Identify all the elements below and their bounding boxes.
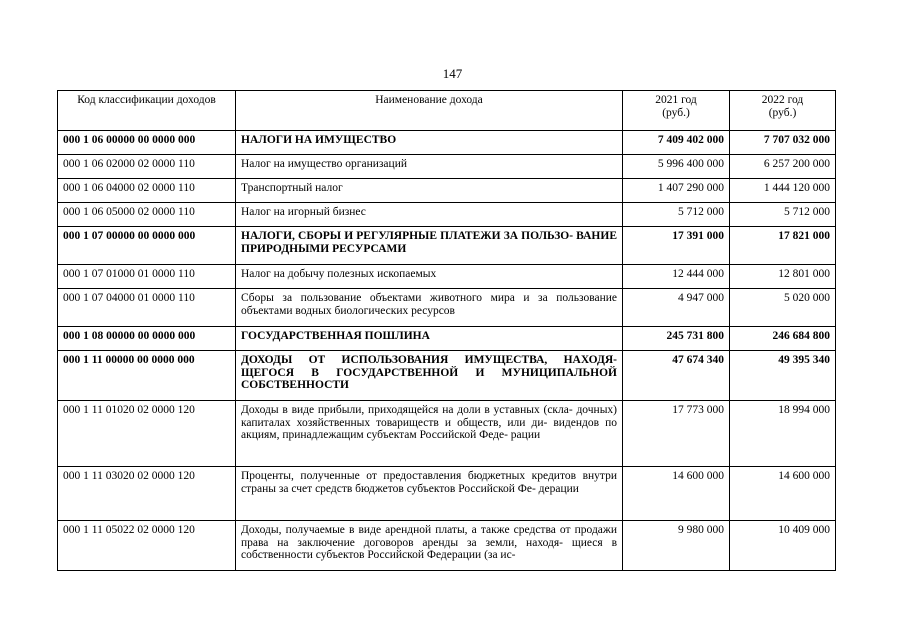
- revenue-table: [57, 90, 836, 571]
- row-name: НАЛОГИ НА ИМУЩЕСТВО: [236, 131, 623, 155]
- table-row: [58, 227, 836, 265]
- row-value-2022: 6 257 200 000: [730, 155, 836, 179]
- table-row: [58, 289, 836, 327]
- row-value-2022: 5 712 000: [730, 203, 836, 227]
- row-value-2022: 1 444 120 000: [730, 179, 836, 203]
- row-name: Проценты, полученные от предоставления бюджетных кредитов внутри страны за счет средств бюджетов субъектов Российской Фе- дерации: [236, 467, 623, 521]
- row-value-2021: 12 444 000: [623, 265, 730, 289]
- row-code: 000 1 11 01020 02 0000 120: [58, 401, 236, 467]
- row-code: 000 1 06 04000 02 0000 110: [58, 179, 236, 203]
- row-code: 000 1 06 05000 02 0000 110: [58, 203, 236, 227]
- row-value-2021: 5 996 400 000: [623, 155, 730, 179]
- row-value-2021: 245 731 800: [623, 327, 730, 351]
- row-code: 000 1 11 05022 02 0000 120: [58, 521, 236, 571]
- row-name: Налог на имущество организаций: [236, 155, 623, 179]
- row-value-2022: 246 684 800: [730, 327, 836, 351]
- row-value-2021: 17 773 000: [623, 401, 730, 467]
- row-code: 000 1 11 03020 02 0000 120: [58, 467, 236, 521]
- table-row: [58, 203, 836, 227]
- row-value-2022: 14 600 000: [730, 467, 836, 521]
- row-value-2021: 7 409 402 000: [623, 131, 730, 155]
- table-row: [58, 521, 836, 571]
- row-name: ДОХОДЫ ОТ ИСПОЛЬЗОВАНИЯ ИМУЩЕСТВА, НАХОДЯ- ЩЕГОСЯ В ГОСУДАРСТВЕННОЙ И МУНИЦИПАЛЬНОЙ СОБСТВЕННОСТИ: [236, 351, 623, 401]
- row-value-2021: 9 980 000: [623, 521, 730, 571]
- row-code: 000 1 08 00000 00 0000 000: [58, 327, 236, 351]
- table-row: [58, 265, 836, 289]
- table-row: [58, 351, 836, 401]
- table-row: [58, 179, 836, 203]
- table-row: [58, 401, 836, 467]
- table-body: [58, 131, 836, 571]
- row-code: 000 1 07 01000 01 0000 110: [58, 265, 236, 289]
- page-number: 147: [442, 66, 463, 81]
- table-header-row: [58, 91, 836, 131]
- table-row: [58, 155, 836, 179]
- row-code: 000 1 06 00000 00 0000 000: [58, 131, 236, 155]
- row-name: ГОСУДАРСТВЕННАЯ ПОШЛИНА: [236, 327, 623, 351]
- header-code: Код классификации доходов: [58, 91, 236, 131]
- row-name: Доходы, получаемые в виде арендной платы, а также средства от продажи права на заключение договоров аренды за земли, находя- щиеся в собственности субъектов Российской Федерации (за ис-: [236, 521, 623, 571]
- row-name: Налог на добычу полезных ископаемых: [236, 265, 623, 289]
- row-value-2022: 5 020 000: [730, 289, 836, 327]
- row-name: Доходы в виде прибыли, приходящейся на доли в уставных (скла- дочных) капиталах хозяйственных товариществ и обществ, или ди- видендов по акциям, принадлежащим субъектам Российской Феде- рации: [236, 401, 623, 467]
- row-value-2021: 14 600 000: [623, 467, 730, 521]
- row-value-2022: 17 821 000: [730, 227, 836, 265]
- row-code: 000 1 07 00000 00 0000 000: [58, 227, 236, 265]
- row-name: Транспортный налог: [236, 179, 623, 203]
- row-value-2021: 5 712 000: [623, 203, 730, 227]
- row-value-2021: 1 407 290 000: [623, 179, 730, 203]
- row-value-2021: 47 674 340: [623, 351, 730, 401]
- header-2022: 2022 год (руб.): [730, 91, 836, 131]
- row-name: Налог на игорный бизнес: [236, 203, 623, 227]
- row-value-2022: 49 395 340: [730, 351, 836, 401]
- table-row: [58, 327, 836, 351]
- row-code: 000 1 06 02000 02 0000 110: [58, 155, 236, 179]
- row-code: 000 1 07 04000 01 0000 110: [58, 289, 236, 327]
- row-value-2021: 4 947 000: [623, 289, 730, 327]
- row-value-2021: 17 391 000: [623, 227, 730, 265]
- row-value-2022: 10 409 000: [730, 521, 836, 571]
- table-row: [58, 131, 836, 155]
- row-value-2022: 18 994 000: [730, 401, 836, 467]
- header-name: Наименование дохода: [236, 91, 623, 131]
- row-code: 000 1 11 00000 00 0000 000: [58, 351, 236, 401]
- row-value-2022: 12 801 000: [730, 265, 836, 289]
- row-value-2022: 7 707 032 000: [730, 131, 836, 155]
- table-row: [58, 467, 836, 521]
- header-2021: 2021 год (руб.): [623, 91, 730, 131]
- row-name: НАЛОГИ, СБОРЫ И РЕГУЛЯРНЫЕ ПЛАТЕЖИ ЗА ПОЛЬЗО- ВАНИЕ ПРИРОДНЫМИ РЕСУРСАМИ: [236, 227, 623, 265]
- row-name: Сборы за пользование объектами животного мира и за пользование объектами водных биологических ресурсов: [236, 289, 623, 327]
